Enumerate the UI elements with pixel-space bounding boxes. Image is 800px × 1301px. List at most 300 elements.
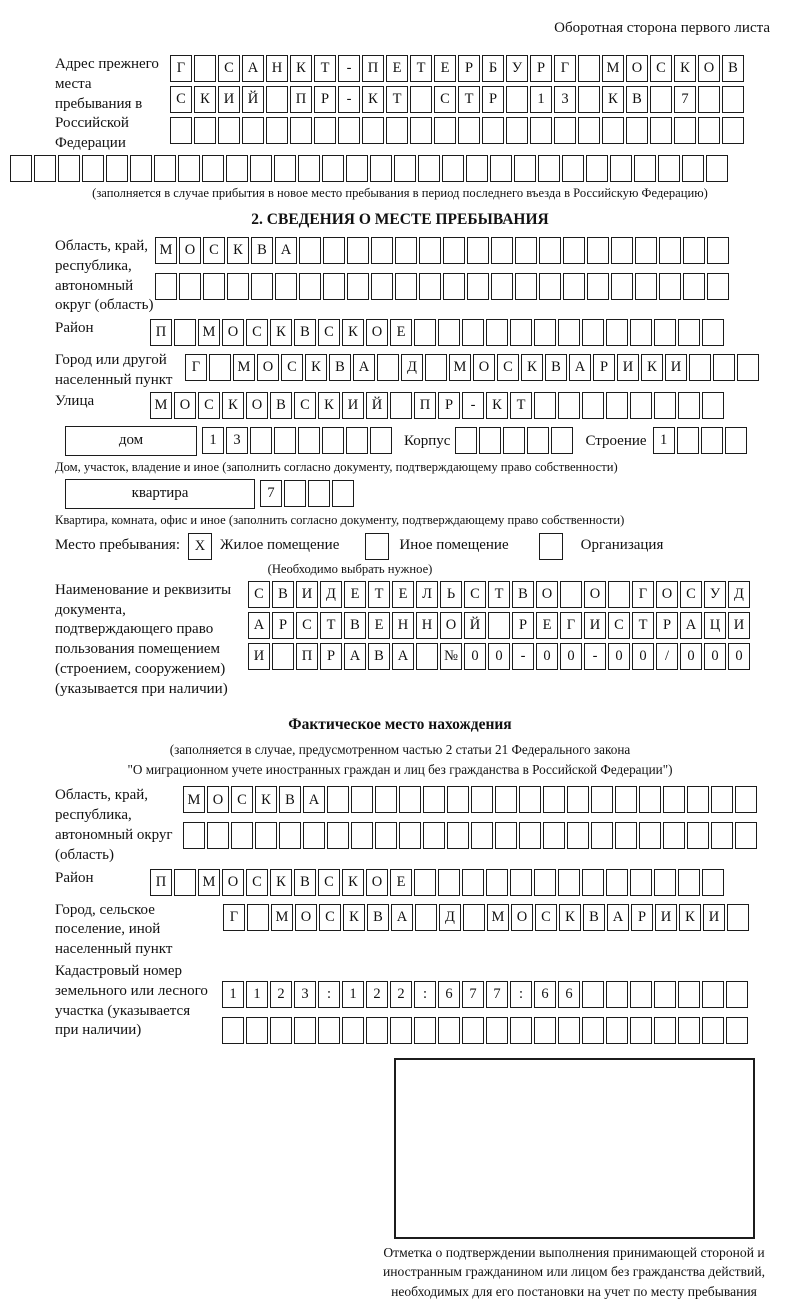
- char-box[interactable]: 3: [294, 981, 316, 1008]
- char-box[interactable]: [279, 822, 301, 849]
- char-box[interactable]: И: [248, 643, 270, 670]
- char-box[interactable]: Й: [242, 86, 264, 113]
- char-box[interactable]: [654, 869, 676, 896]
- char-box[interactable]: [362, 117, 384, 144]
- char-box[interactable]: [447, 786, 469, 813]
- char-box[interactable]: 2: [270, 981, 292, 1008]
- char-box[interactable]: К: [222, 392, 244, 419]
- char-box[interactable]: [467, 273, 489, 300]
- char-box[interactable]: К: [305, 354, 327, 381]
- char-box[interactable]: [534, 392, 556, 419]
- char-box[interactable]: [582, 1017, 604, 1044]
- stay-type-other-checkbox[interactable]: [365, 533, 389, 560]
- char-box[interactable]: [615, 822, 637, 849]
- char-box[interactable]: А: [248, 612, 270, 639]
- char-box[interactable]: 2: [366, 981, 388, 1008]
- char-box[interactable]: [419, 273, 441, 300]
- char-box[interactable]: [222, 1017, 244, 1044]
- char-box[interactable]: [611, 237, 633, 264]
- char-box[interactable]: [654, 1017, 676, 1044]
- char-box[interactable]: [562, 155, 584, 182]
- char-box[interactable]: [347, 273, 369, 300]
- char-box[interactable]: [371, 237, 393, 264]
- char-box[interactable]: С: [198, 392, 220, 419]
- char-box[interactable]: -: [462, 392, 484, 419]
- char-box[interactable]: А: [353, 354, 375, 381]
- char-box[interactable]: [338, 117, 360, 144]
- char-box[interactable]: Е: [390, 319, 412, 346]
- char-box[interactable]: П: [362, 55, 384, 82]
- char-box[interactable]: [438, 869, 460, 896]
- char-box[interactable]: [630, 981, 652, 1008]
- char-box[interactable]: [635, 237, 657, 264]
- char-box[interactable]: [654, 981, 676, 1008]
- char-box[interactable]: Т: [458, 86, 480, 113]
- char-box[interactable]: [284, 480, 306, 507]
- char-box[interactable]: [578, 86, 600, 113]
- char-box[interactable]: [543, 822, 565, 849]
- char-box[interactable]: [539, 237, 561, 264]
- char-box[interactable]: [466, 155, 488, 182]
- char-box[interactable]: [495, 786, 517, 813]
- char-box[interactable]: [274, 155, 296, 182]
- char-box[interactable]: [425, 354, 447, 381]
- char-box[interactable]: [170, 117, 192, 144]
- char-box[interactable]: [722, 86, 744, 113]
- char-box[interactable]: М: [602, 55, 624, 82]
- char-box[interactable]: [725, 427, 747, 454]
- char-box[interactable]: 0: [608, 643, 630, 670]
- char-box[interactable]: [678, 392, 700, 419]
- char-box[interactable]: И: [655, 904, 677, 931]
- char-box[interactable]: [377, 354, 399, 381]
- char-box[interactable]: 1: [653, 427, 675, 454]
- char-box[interactable]: [706, 155, 728, 182]
- char-box[interactable]: Й: [464, 612, 486, 639]
- char-box[interactable]: Е: [434, 55, 456, 82]
- char-box[interactable]: [554, 117, 576, 144]
- char-box[interactable]: [711, 786, 733, 813]
- char-box[interactable]: 6: [534, 981, 556, 1008]
- char-box[interactable]: [298, 427, 320, 454]
- char-box[interactable]: Т: [386, 86, 408, 113]
- char-box[interactable]: [630, 1017, 652, 1044]
- char-box[interactable]: [308, 480, 330, 507]
- char-box[interactable]: [737, 354, 759, 381]
- char-box[interactable]: [247, 904, 269, 931]
- char-box[interactable]: [698, 86, 720, 113]
- char-box[interactable]: [298, 155, 320, 182]
- char-box[interactable]: [611, 273, 633, 300]
- char-box[interactable]: [702, 981, 724, 1008]
- char-box[interactable]: Г: [560, 612, 582, 639]
- char-box[interactable]: [606, 1017, 628, 1044]
- char-box[interactable]: [322, 427, 344, 454]
- char-box[interactable]: В: [279, 786, 301, 813]
- char-box[interactable]: :: [318, 981, 340, 1008]
- char-box[interactable]: Л: [416, 581, 438, 608]
- char-box[interactable]: К: [318, 392, 340, 419]
- char-box[interactable]: [242, 117, 264, 144]
- char-box[interactable]: [226, 155, 248, 182]
- char-box[interactable]: [687, 822, 709, 849]
- char-box[interactable]: [591, 786, 613, 813]
- char-box[interactable]: [270, 1017, 292, 1044]
- char-box[interactable]: С: [535, 904, 557, 931]
- char-box[interactable]: С: [248, 581, 270, 608]
- char-box[interactable]: Р: [272, 612, 294, 639]
- char-box[interactable]: [558, 392, 580, 419]
- char-box[interactable]: Р: [530, 55, 552, 82]
- char-box[interactable]: С: [497, 354, 519, 381]
- char-box[interactable]: [416, 643, 438, 670]
- char-box[interactable]: [447, 822, 469, 849]
- char-box[interactable]: [726, 1017, 748, 1044]
- char-box[interactable]: [678, 981, 700, 1008]
- char-box[interactable]: К: [674, 55, 696, 82]
- char-box[interactable]: Е: [344, 581, 366, 608]
- char-box[interactable]: С: [650, 55, 672, 82]
- char-box[interactable]: [495, 822, 517, 849]
- char-box[interactable]: [442, 155, 464, 182]
- char-box[interactable]: И: [584, 612, 606, 639]
- char-box[interactable]: [606, 981, 628, 1008]
- char-box[interactable]: М: [271, 904, 293, 931]
- char-box[interactable]: В: [512, 581, 534, 608]
- char-box[interactable]: О: [295, 904, 317, 931]
- char-box[interactable]: Р: [593, 354, 615, 381]
- char-box[interactable]: О: [584, 581, 606, 608]
- char-box[interactable]: [503, 427, 525, 454]
- char-box[interactable]: 0: [728, 643, 750, 670]
- char-box[interactable]: [488, 612, 510, 639]
- char-box[interactable]: [514, 155, 536, 182]
- char-box[interactable]: Б: [482, 55, 504, 82]
- char-box[interactable]: [246, 1017, 268, 1044]
- char-box[interactable]: [615, 786, 637, 813]
- char-box[interactable]: [635, 273, 657, 300]
- char-box[interactable]: [678, 1017, 700, 1044]
- char-box[interactable]: [202, 155, 224, 182]
- char-box[interactable]: С: [680, 581, 702, 608]
- char-box[interactable]: П: [296, 643, 318, 670]
- char-box[interactable]: [639, 786, 661, 813]
- char-box[interactable]: Е: [386, 55, 408, 82]
- char-box[interactable]: В: [270, 392, 292, 419]
- char-box[interactable]: [399, 786, 421, 813]
- char-box[interactable]: [650, 86, 672, 113]
- char-box[interactable]: К: [270, 319, 292, 346]
- char-box[interactable]: [394, 155, 416, 182]
- char-box[interactable]: Т: [368, 581, 390, 608]
- char-box[interactable]: С: [318, 319, 340, 346]
- char-box[interactable]: М: [487, 904, 509, 931]
- char-box[interactable]: 0: [488, 643, 510, 670]
- char-box[interactable]: [582, 869, 604, 896]
- char-box[interactable]: Т: [632, 612, 654, 639]
- char-box[interactable]: К: [194, 86, 216, 113]
- char-box[interactable]: [482, 117, 504, 144]
- char-box[interactable]: [558, 319, 580, 346]
- char-box[interactable]: Т: [410, 55, 432, 82]
- char-box[interactable]: [650, 117, 672, 144]
- char-box[interactable]: [370, 155, 392, 182]
- char-box[interactable]: [351, 786, 373, 813]
- char-box[interactable]: [510, 319, 532, 346]
- char-box[interactable]: [551, 427, 573, 454]
- char-box[interactable]: К: [679, 904, 701, 931]
- char-box[interactable]: К: [343, 904, 365, 931]
- char-box[interactable]: С: [464, 581, 486, 608]
- char-box[interactable]: [314, 117, 336, 144]
- char-box[interactable]: [506, 117, 528, 144]
- char-box[interactable]: К: [227, 237, 249, 264]
- char-box[interactable]: [351, 822, 373, 849]
- char-box[interactable]: 0: [704, 643, 726, 670]
- char-box[interactable]: П: [290, 86, 312, 113]
- char-box[interactable]: [677, 427, 699, 454]
- char-box[interactable]: А: [607, 904, 629, 931]
- char-box[interactable]: С: [296, 612, 318, 639]
- char-box[interactable]: [722, 117, 744, 144]
- char-box[interactable]: Г: [170, 55, 192, 82]
- char-box[interactable]: [510, 1017, 532, 1044]
- char-box[interactable]: К: [362, 86, 384, 113]
- char-box[interactable]: И: [617, 354, 639, 381]
- char-box[interactable]: [438, 319, 460, 346]
- char-box[interactable]: О: [257, 354, 279, 381]
- char-box[interactable]: [458, 117, 480, 144]
- char-box[interactable]: Р: [482, 86, 504, 113]
- char-box[interactable]: [318, 1017, 340, 1044]
- char-box[interactable]: [735, 786, 757, 813]
- char-box[interactable]: [227, 273, 249, 300]
- char-box[interactable]: [366, 1017, 388, 1044]
- char-box[interactable]: [539, 273, 561, 300]
- char-box[interactable]: [606, 869, 628, 896]
- char-box[interactable]: Д: [320, 581, 342, 608]
- char-box[interactable]: [423, 822, 445, 849]
- char-box[interactable]: 7: [260, 480, 282, 507]
- char-box[interactable]: [178, 155, 200, 182]
- char-box[interactable]: [231, 822, 253, 849]
- char-box[interactable]: К: [641, 354, 663, 381]
- char-box[interactable]: [203, 273, 225, 300]
- char-box[interactable]: [674, 117, 696, 144]
- char-box[interactable]: [582, 981, 604, 1008]
- char-box[interactable]: [418, 155, 440, 182]
- char-box[interactable]: [707, 273, 729, 300]
- char-box[interactable]: 0: [632, 643, 654, 670]
- char-box[interactable]: [332, 480, 354, 507]
- char-box[interactable]: [479, 427, 501, 454]
- char-box[interactable]: К: [602, 86, 624, 113]
- char-box[interactable]: [534, 319, 556, 346]
- char-box[interactable]: [560, 581, 582, 608]
- char-box[interactable]: [587, 237, 609, 264]
- char-box[interactable]: Г: [632, 581, 654, 608]
- char-box[interactable]: О: [698, 55, 720, 82]
- char-box[interactable]: Г: [554, 55, 576, 82]
- char-box[interactable]: [375, 822, 397, 849]
- char-box[interactable]: Р: [631, 904, 653, 931]
- char-box[interactable]: [303, 822, 325, 849]
- char-box[interactable]: Н: [266, 55, 288, 82]
- char-box[interactable]: [527, 427, 549, 454]
- char-box[interactable]: [606, 319, 628, 346]
- char-box[interactable]: М: [449, 354, 471, 381]
- stay-type-residential-checkbox[interactable]: X: [188, 533, 212, 560]
- char-box[interactable]: П: [150, 319, 172, 346]
- char-box[interactable]: С: [246, 869, 268, 896]
- char-box[interactable]: [538, 155, 560, 182]
- char-box[interactable]: [687, 786, 709, 813]
- char-box[interactable]: [327, 786, 349, 813]
- char-box[interactable]: С: [246, 319, 268, 346]
- char-box[interactable]: [663, 822, 685, 849]
- char-box[interactable]: Д: [439, 904, 461, 931]
- char-box[interactable]: И: [665, 354, 687, 381]
- char-box[interactable]: К: [270, 869, 292, 896]
- char-box[interactable]: [462, 319, 484, 346]
- char-box[interactable]: О: [536, 581, 558, 608]
- char-box[interactable]: [395, 237, 417, 264]
- char-box[interactable]: 7: [674, 86, 696, 113]
- char-box[interactable]: Т: [488, 581, 510, 608]
- char-box[interactable]: [606, 392, 628, 419]
- char-box[interactable]: [347, 237, 369, 264]
- char-box[interactable]: [471, 786, 493, 813]
- char-box[interactable]: П: [414, 392, 436, 419]
- char-box[interactable]: [558, 869, 580, 896]
- char-box[interactable]: О: [246, 392, 268, 419]
- char-box[interactable]: [659, 273, 681, 300]
- char-box[interactable]: К: [342, 869, 364, 896]
- char-box[interactable]: [323, 273, 345, 300]
- char-box[interactable]: [608, 581, 630, 608]
- char-box[interactable]: [702, 392, 724, 419]
- char-box[interactable]: 0: [680, 643, 702, 670]
- char-box[interactable]: В: [367, 904, 389, 931]
- char-box[interactable]: [250, 427, 272, 454]
- char-box[interactable]: [510, 869, 532, 896]
- char-box[interactable]: №: [440, 643, 462, 670]
- char-box[interactable]: О: [366, 319, 388, 346]
- char-box[interactable]: [578, 117, 600, 144]
- char-box[interactable]: [294, 1017, 316, 1044]
- char-box[interactable]: Е: [368, 612, 390, 639]
- char-box[interactable]: [251, 273, 273, 300]
- char-box[interactable]: [471, 822, 493, 849]
- char-box[interactable]: М: [198, 319, 220, 346]
- char-box[interactable]: [323, 237, 345, 264]
- char-box[interactable]: [626, 117, 648, 144]
- char-box[interactable]: А: [391, 904, 413, 931]
- char-box[interactable]: [371, 273, 393, 300]
- char-box[interactable]: У: [506, 55, 528, 82]
- char-box[interactable]: С: [170, 86, 192, 113]
- char-box[interactable]: [410, 117, 432, 144]
- char-box[interactable]: [654, 392, 676, 419]
- char-box[interactable]: [558, 1017, 580, 1044]
- char-box[interactable]: [602, 117, 624, 144]
- char-box[interactable]: [678, 869, 700, 896]
- char-box[interactable]: М: [198, 869, 220, 896]
- char-box[interactable]: Ц: [704, 612, 726, 639]
- char-box[interactable]: [10, 155, 32, 182]
- char-box[interactable]: [639, 822, 661, 849]
- char-box[interactable]: Е: [392, 581, 414, 608]
- char-box[interactable]: [272, 643, 294, 670]
- char-box[interactable]: М: [150, 392, 172, 419]
- char-box[interactable]: [591, 822, 613, 849]
- char-box[interactable]: И: [342, 392, 364, 419]
- char-box[interactable]: [486, 319, 508, 346]
- char-box[interactable]: А: [392, 643, 414, 670]
- char-box[interactable]: К: [342, 319, 364, 346]
- char-box[interactable]: К: [255, 786, 277, 813]
- char-box[interactable]: И: [296, 581, 318, 608]
- char-box[interactable]: [658, 155, 680, 182]
- char-box[interactable]: [415, 904, 437, 931]
- char-box[interactable]: [423, 786, 445, 813]
- char-box[interactable]: [689, 354, 711, 381]
- char-box[interactable]: В: [545, 354, 567, 381]
- char-box[interactable]: [702, 319, 724, 346]
- char-box[interactable]: С: [318, 869, 340, 896]
- char-box[interactable]: [414, 319, 436, 346]
- char-box[interactable]: 3: [226, 427, 248, 454]
- char-box[interactable]: [390, 1017, 412, 1044]
- char-box[interactable]: [370, 427, 392, 454]
- char-box[interactable]: [419, 237, 441, 264]
- char-box[interactable]: -: [338, 55, 360, 82]
- char-box[interactable]: [82, 155, 104, 182]
- char-box[interactable]: С: [608, 612, 630, 639]
- char-box[interactable]: [130, 155, 152, 182]
- char-box[interactable]: Т: [320, 612, 342, 639]
- char-box[interactable]: [183, 822, 205, 849]
- char-box[interactable]: К: [290, 55, 312, 82]
- char-box[interactable]: О: [207, 786, 229, 813]
- char-box[interactable]: [250, 155, 272, 182]
- char-box[interactable]: [630, 869, 652, 896]
- char-box[interactable]: О: [366, 869, 388, 896]
- char-box[interactable]: Ь: [440, 581, 462, 608]
- char-box[interactable]: -: [584, 643, 606, 670]
- char-box[interactable]: [678, 319, 700, 346]
- char-box[interactable]: [654, 319, 676, 346]
- char-box[interactable]: [58, 155, 80, 182]
- char-box[interactable]: С: [434, 86, 456, 113]
- char-box[interactable]: В: [368, 643, 390, 670]
- char-box[interactable]: Н: [416, 612, 438, 639]
- char-box[interactable]: [443, 273, 465, 300]
- char-box[interactable]: М: [233, 354, 255, 381]
- char-box[interactable]: [534, 869, 556, 896]
- char-box[interactable]: [490, 155, 512, 182]
- char-box[interactable]: /: [656, 643, 678, 670]
- char-box[interactable]: [578, 55, 600, 82]
- char-box[interactable]: [399, 822, 421, 849]
- char-box[interactable]: [375, 786, 397, 813]
- char-box[interactable]: [726, 981, 748, 1008]
- char-box[interactable]: О: [440, 612, 462, 639]
- char-box[interactable]: Р: [656, 612, 678, 639]
- char-box[interactable]: В: [329, 354, 351, 381]
- char-box[interactable]: [519, 786, 541, 813]
- char-box[interactable]: [174, 869, 196, 896]
